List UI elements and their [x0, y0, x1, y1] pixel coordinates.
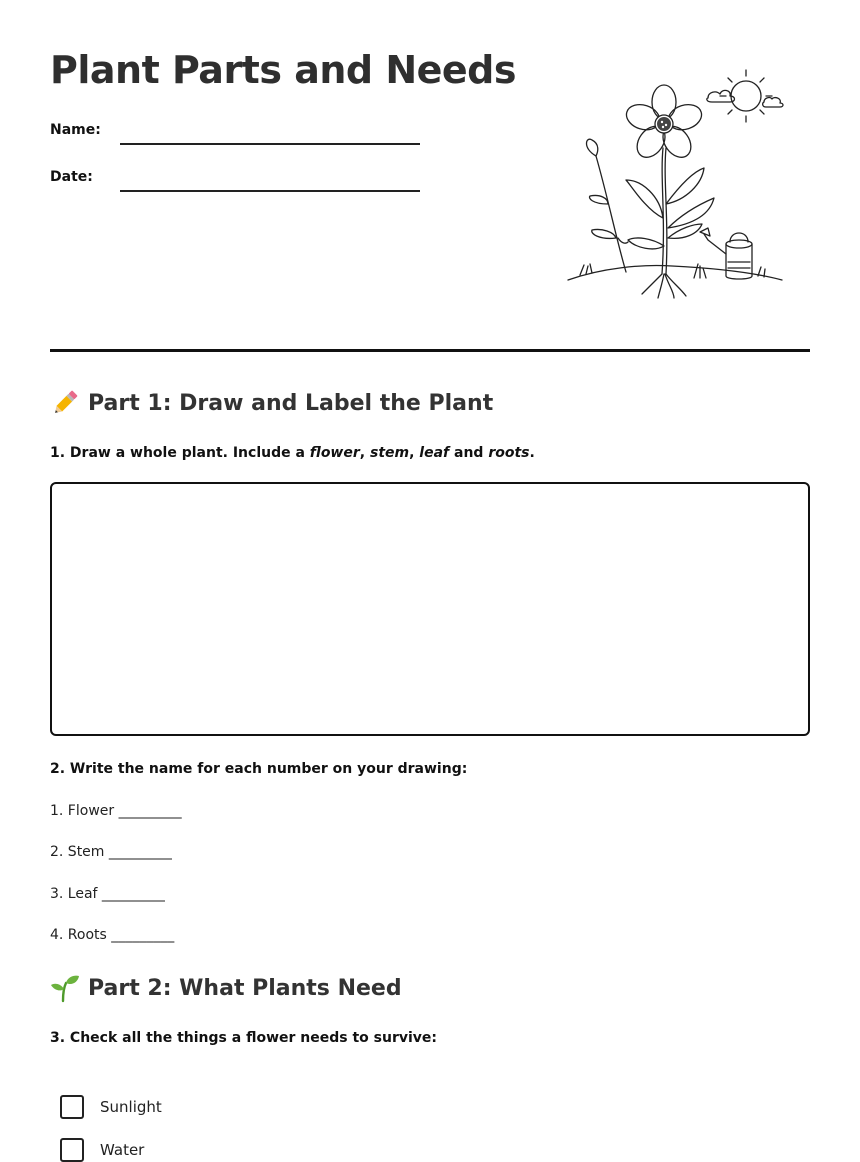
part1-heading-text: Part 1: Draw and Label the Plant — [88, 390, 494, 416]
page-title: Plant Parts and Needs — [50, 48, 516, 92]
q1-sep2: , — [409, 445, 420, 461]
checkbox-water[interactable] — [60, 1138, 84, 1162]
q1-word-flower: flower — [309, 445, 360, 461]
checkbox-sunlight[interactable] — [60, 1095, 84, 1119]
question-1 — [50, 445, 535, 461]
q1-word-roots: roots — [488, 445, 530, 461]
part2-heading — [50, 973, 402, 1003]
question-2: 2. Write the name for each number on your drawing: — [50, 761, 468, 777]
label-answer-roots[interactable]: 4. Roots _________ — [50, 927, 175, 943]
flower-garden-illustration — [562, 68, 788, 300]
q1-end: . — [529, 445, 535, 461]
label-answer-stem[interactable]: 2. Stem _________ — [50, 844, 172, 860]
label-answer-leaf[interactable]: 3. Leaf _________ — [50, 886, 165, 902]
q1-sep3: and — [449, 445, 489, 461]
part1-heading — [50, 388, 493, 418]
drawing-area[interactable] — [50, 482, 810, 736]
seedling-emoji — [50, 973, 80, 1003]
label-answer-flower[interactable]: 1. Flower _________ — [50, 803, 182, 819]
q1-word-leaf: leaf — [419, 445, 450, 461]
option-water[interactable] — [60, 1138, 144, 1162]
option-sunlight[interactable] — [60, 1095, 162, 1119]
question-3: 3. Check all the things a flower needs to survive: — [50, 1030, 437, 1046]
date-label: Date: — [50, 169, 93, 185]
q1-prefix: 1. Draw a whole plant. Include a — [50, 445, 310, 461]
option-water-label: Water — [100, 1141, 145, 1159]
section-divider — [50, 349, 810, 352]
date-field[interactable] — [120, 190, 420, 192]
part2-heading-text: Part 2: What Plants Need — [88, 975, 402, 1001]
option-sunlight-label: Sunlight — [100, 1098, 162, 1116]
q1-word-stem: stem — [369, 445, 410, 461]
pencil-emoji — [50, 388, 80, 418]
name-field[interactable] — [120, 143, 420, 145]
name-label: Name: — [50, 122, 101, 138]
q1-sep1: , — [359, 445, 370, 461]
